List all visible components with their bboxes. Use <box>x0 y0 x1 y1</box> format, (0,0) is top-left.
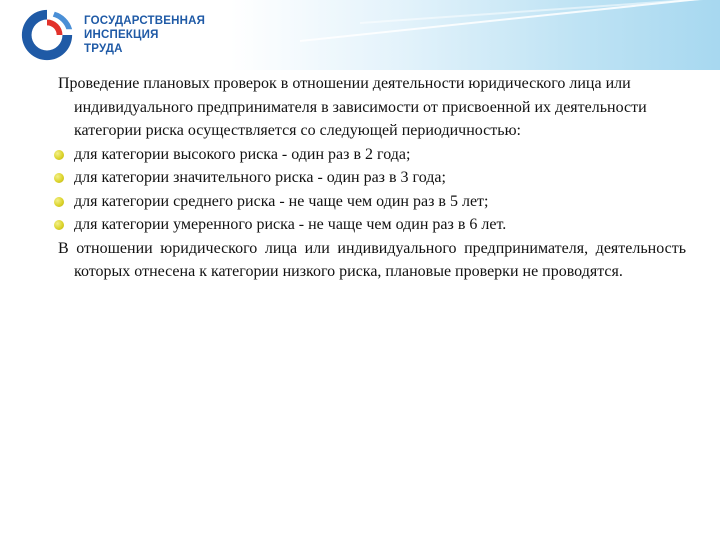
slide-body <box>58 72 686 284</box>
list-item <box>54 166 686 190</box>
list-item-text: для категории среднего риска - не чаще чем один раз в 5 лет; <box>74 192 489 210</box>
list-item-text: для категории умеренного риска - не чаще чем один раз в 6 лет. <box>74 216 507 233</box>
bullet-icon <box>54 220 64 230</box>
list-item-text: для категории высокого риска - один раз в 2 года; <box>74 145 411 163</box>
closing-paragraph: В отношении юридического лица или индивидуального предпринимателя, деятельность которых отнесена к категории низкого риска, плановые проверки не проводятся. <box>58 239 686 280</box>
bullet-icon <box>54 150 64 160</box>
risk-periodicity-list <box>58 143 686 237</box>
list-item-text: для категории значительного риска - один раз в 3 года; <box>74 169 446 186</box>
list-item <box>54 190 686 214</box>
logo-line: ГОСУДАРСТВЕННАЯ <box>84 15 206 27</box>
logo-line: ИНСПЕКЦИЯ <box>84 29 159 41</box>
logo-text <box>84 14 205 56</box>
swirl-logo-icon <box>18 6 76 64</box>
logo-line: ТРУДА <box>84 43 123 55</box>
intro-paragraph: Проведение плановых проверок в отношении деятельности юридического лица или индивидуального предпринимателя в зависимости от присвоенной их деятельности категории риска осуществляется со следующей периодичностью: <box>58 75 647 139</box>
list-item <box>54 213 686 237</box>
logo <box>18 6 218 64</box>
list-item <box>54 143 686 167</box>
bullet-icon <box>54 197 64 207</box>
slide-header <box>0 0 720 70</box>
bullet-icon <box>54 173 64 183</box>
